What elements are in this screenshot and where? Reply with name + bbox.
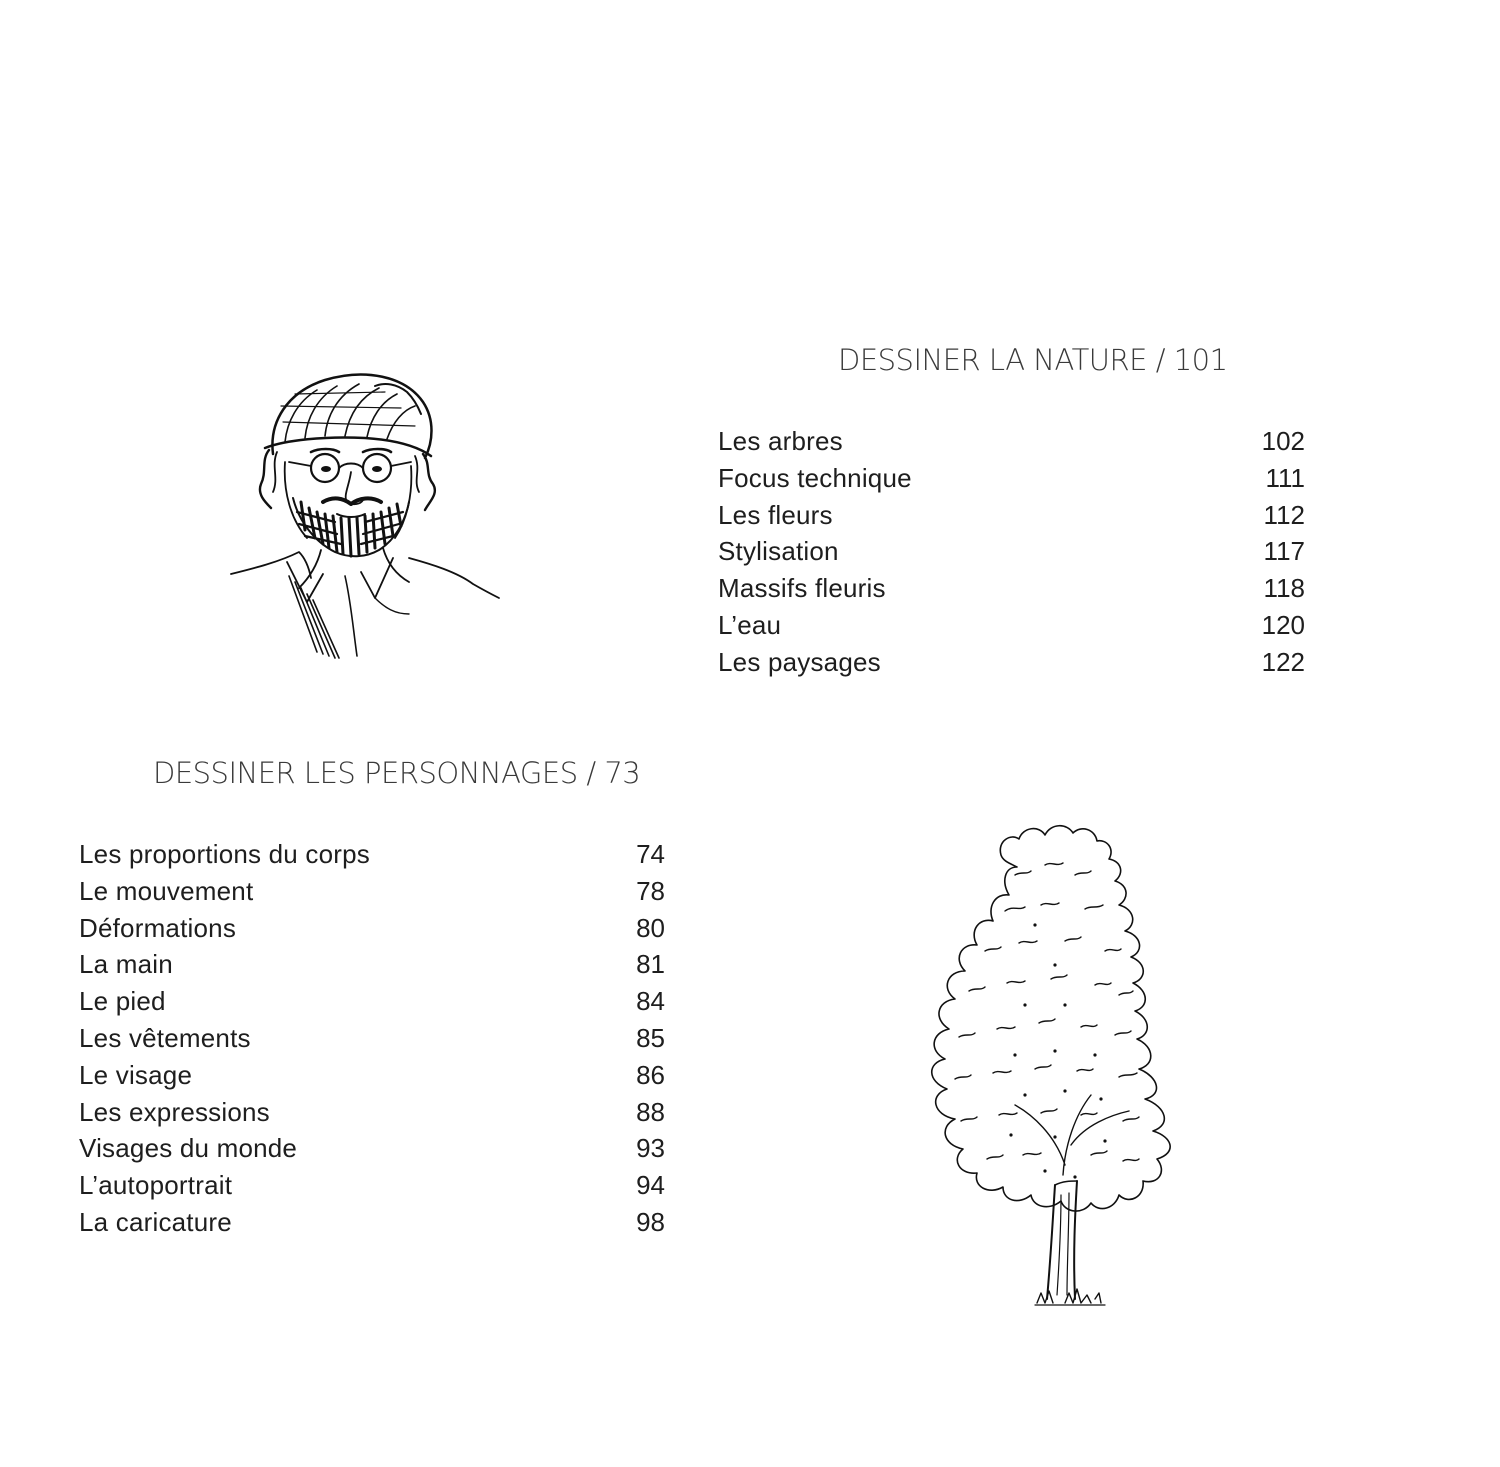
portrait-sketch-illustration — [225, 362, 505, 662]
toc-list-nature — [718, 423, 1305, 681]
section-heading-personnages: DESSINER LES PERSONNAGES / 73 — [153, 756, 641, 790]
toc-entry-page: 86 — [636, 1059, 665, 1090]
bearded-man-icon — [225, 362, 505, 662]
tree-icon — [915, 815, 1245, 1315]
toc-entry-page: 122 — [1261, 646, 1305, 677]
toc-entry-title: Les vêtements — [79, 1022, 251, 1053]
toc-entry[interactable] — [79, 983, 665, 1020]
toc-entry-title: Les proportions du corps — [79, 839, 370, 869]
toc-entry-title: Les fleurs — [718, 499, 833, 530]
toc-entry-page: 102 — [1261, 426, 1305, 456]
toc-entry[interactable] — [79, 910, 665, 947]
toc-entry-title: Focus technique — [718, 462, 912, 493]
toc-entry[interactable] — [79, 946, 665, 983]
toc-entry[interactable] — [79, 1057, 665, 1094]
section-heading-nature: DESSINER LA NATURE / 101 — [838, 343, 1228, 377]
toc-entry-title: Les expressions — [79, 1096, 270, 1127]
toc-entry-title: Les arbres — [718, 426, 843, 456]
toc-entry-page: 112 — [1263, 499, 1305, 530]
toc-entry-page: 85 — [636, 1022, 665, 1053]
toc-entry-page: 117 — [1263, 536, 1305, 567]
toc-entry-title: Stylisation — [718, 536, 839, 567]
toc-entry[interactable] — [79, 1020, 665, 1057]
toc-entry[interactable] — [718, 570, 1305, 607]
toc-entry-title: Massifs fleuris — [718, 573, 886, 604]
toc-entry-page: 111 — [1265, 462, 1305, 493]
tree-sketch-illustration — [915, 815, 1245, 1315]
toc-entry[interactable] — [79, 1130, 665, 1167]
toc-entry-title: Le visage — [79, 1059, 193, 1090]
toc-list-personnages — [79, 836, 665, 1241]
toc-entry[interactable] — [79, 1167, 665, 1204]
toc-entry[interactable] — [718, 497, 1305, 534]
toc-entry-page: 94 — [636, 1170, 665, 1201]
toc-entry[interactable] — [79, 1204, 665, 1241]
toc-entry-page: 84 — [636, 986, 665, 1017]
toc-entry-title: Déformations — [79, 912, 237, 943]
toc-entry-title: La caricature — [79, 1206, 232, 1237]
toc-entry-page: 120 — [1261, 609, 1305, 640]
toc-entry-title: Le mouvement — [79, 875, 254, 906]
toc-entry-page: 98 — [636, 1206, 665, 1237]
toc-entry[interactable] — [79, 836, 665, 873]
toc-entry-title: L’eau — [718, 609, 782, 640]
toc-entry-page: 74 — [636, 839, 665, 869]
toc-entry[interactable] — [718, 423, 1305, 460]
toc-entry-page: 80 — [636, 912, 665, 943]
toc-entry-page: 88 — [636, 1096, 665, 1127]
toc-entry[interactable] — [79, 873, 665, 910]
toc-entry-title: Visages du monde — [79, 1133, 298, 1164]
toc-entry-title: La main — [79, 949, 173, 980]
toc-entry[interactable] — [79, 1094, 665, 1131]
toc-entry-title: L’autoportrait — [79, 1170, 233, 1201]
toc-entry-page: 118 — [1263, 573, 1305, 604]
toc-entry[interactable] — [718, 607, 1305, 644]
toc-entry-page: 78 — [636, 875, 665, 906]
toc-entry-title: Le pied — [79, 986, 166, 1017]
toc-entry[interactable] — [718, 533, 1305, 570]
toc-entry-title: Les paysages — [718, 646, 881, 677]
toc-entry-page: 81 — [636, 949, 665, 980]
toc-entry[interactable] — [718, 644, 1305, 681]
toc-entry[interactable] — [718, 460, 1305, 497]
toc-entry-page: 93 — [636, 1133, 665, 1164]
